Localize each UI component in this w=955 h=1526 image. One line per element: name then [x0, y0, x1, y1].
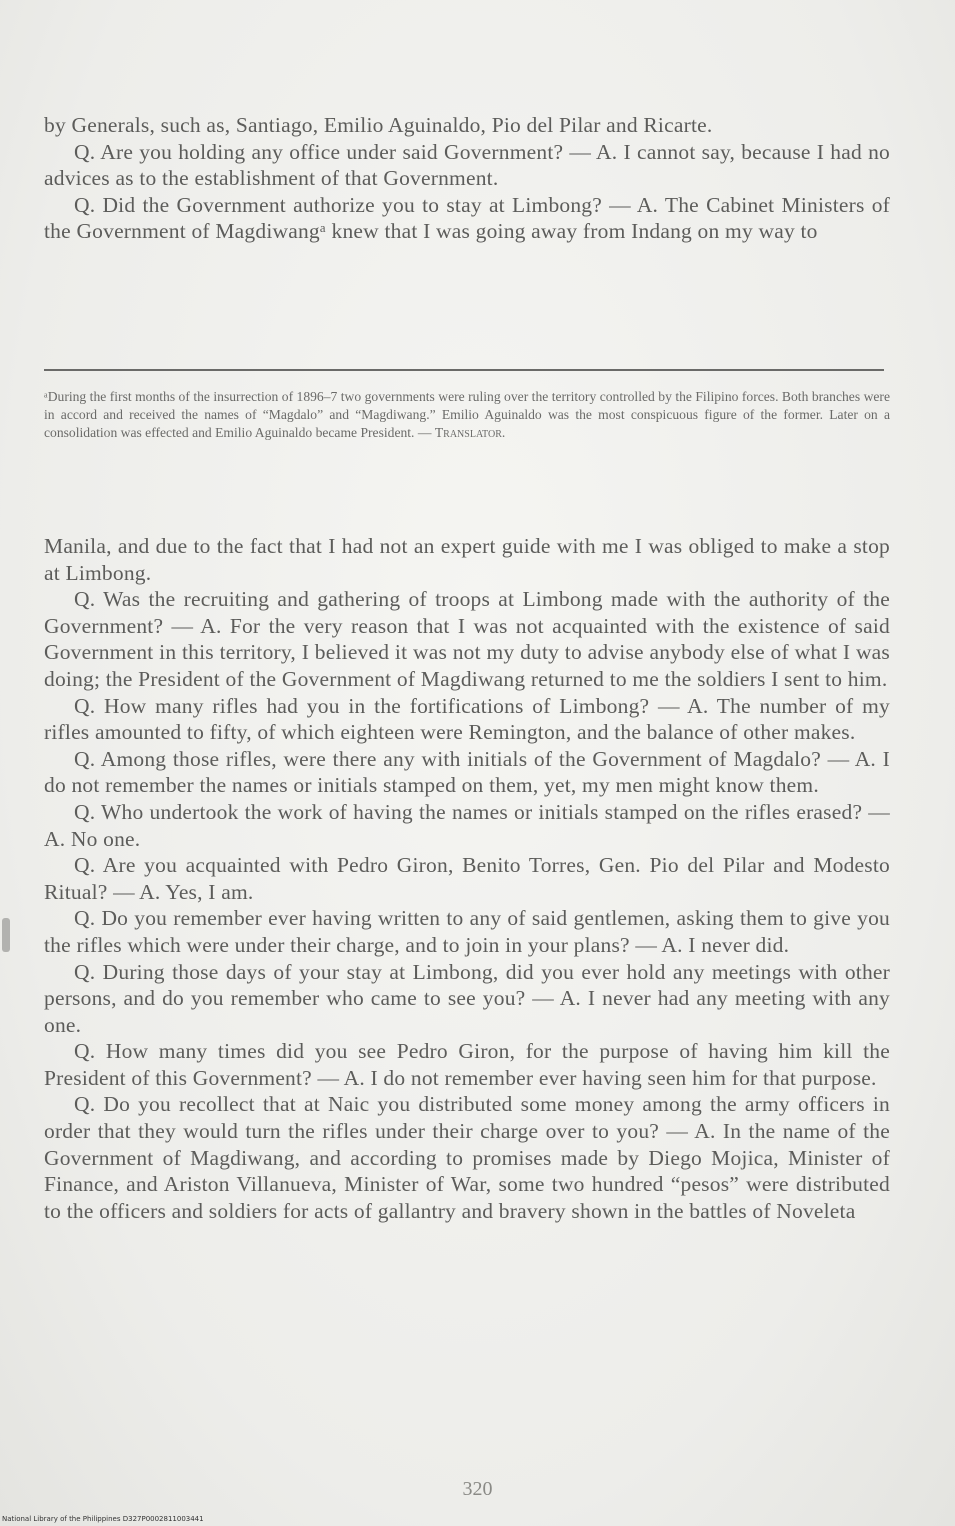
scan-smudge	[2, 918, 10, 952]
page-number: 320	[462, 1478, 493, 1500]
paragraph-question-meetings: Q. During those days of your stay at Limbong, did you ever hold any meetings with other persons, and do you remember who came to see you? — A. I never had any meeting with any one.	[44, 959, 890, 1037]
paragraph-question-rifles-count: Q. How many rifles had you in the fortifications of Limbong? — A. The number of my rifles amounted to fifty, of which eighteen were Remington, and the balance of other makes.	[44, 693, 890, 745]
footnote-signature: Translator.	[434, 425, 506, 440]
paragraph-question-written: Q. Do you remember ever having written to any of said gentlemen, asking them to give you the rifles which were under their charge, and to join in your plans? — A. I never did.	[44, 906, 890, 957]
paragraph-question-initials: Q. Among those rifles, were there any with initials of the Government of Magdalo? — A. I do not remember the names or initials stamped on them, yet, my men might know them.	[44, 746, 890, 798]
paragraph-question-giron: Q. How many times did you see Pedro Giron, for the purpose of having him kill the President of this Government? — A. I do not remember ever having seen him for that purpose.	[44, 1039, 890, 1090]
paragraph-question-office: Q. Are you holding any office under said Government? — A. I cannot say, because I had no advices as to the establishment of that Government.	[44, 139, 890, 191]
top-text-block	[44, 112, 890, 245]
paragraph-continuation: by Generals, such as, Santiago, Emilio Aguinaldo, Pio del Pilar and Ricarte.	[44, 113, 713, 137]
scan-credit: National Library of the Philippines D327P0002811003441	[2, 1515, 204, 1523]
paragraph-question-authorize: Q. Did the Government authorize you to stay at Limbong? — A. The Cabinet Ministers of the Government of Magdiwangᵃ knew that I was going away from Indang on my way to	[44, 192, 890, 244]
paragraph-question-naic: Q. Do you recollect that at Naic you distributed some money among the army officers in order that they would turn the rifles under their charge over to you? — A. In the name of the Government of Magdiwang, and according to promises made by Diego Mojica, Minister of Finance, and Ariston Villanueva, Minister of War, some two hundred “pesos” were distributed to the officers and soldiers for acts of gallantry and bravery shown in the battles of Noveleta	[44, 1092, 890, 1223]
paragraph-question-erased: Q. Who undertook the work of having the names or initials stamped on the rifles erased? — A. No one.	[44, 799, 890, 851]
paragraph-question-acquainted: Q. Are you acquainted with Pedro Giron, Benito Torres, Gen. Pio del Pilar and Modesto Ritual? — A. Yes, I am.	[44, 853, 890, 904]
paragraph-question-recruiting: Q. Was the recruiting and gathering of troops at Limbong made with the authority of the Government? — A. For the very reason that I was not acquainted with the existence of said Government in this territory, I believed it was not my duty to advise anybody else of what I was doing; the President of the Government of Magdiwang returned to me the soldiers I sent to him.	[44, 587, 890, 691]
footnote	[44, 388, 890, 442]
paragraph-continuation-manila: Manila, and due to the fact that I had not an expert guide with me I was obliged to make a stop at Limbong.	[44, 534, 890, 585]
bottom-text-block	[44, 533, 890, 1224]
footnote-divider	[44, 369, 884, 371]
footnote-text: ᵃDuring the first months of the insurrection of 1896–7 two governments were ruling over the territory controlled by the Filipino forces. Both branches were in accord and received the names of “Magdalo” and “Magdiwang.” Emilio Aguinaldo was the most conspicuous figure of the former. Later on a consolidation was effected and Emilio Aguinaldo became President. —	[44, 389, 890, 440]
